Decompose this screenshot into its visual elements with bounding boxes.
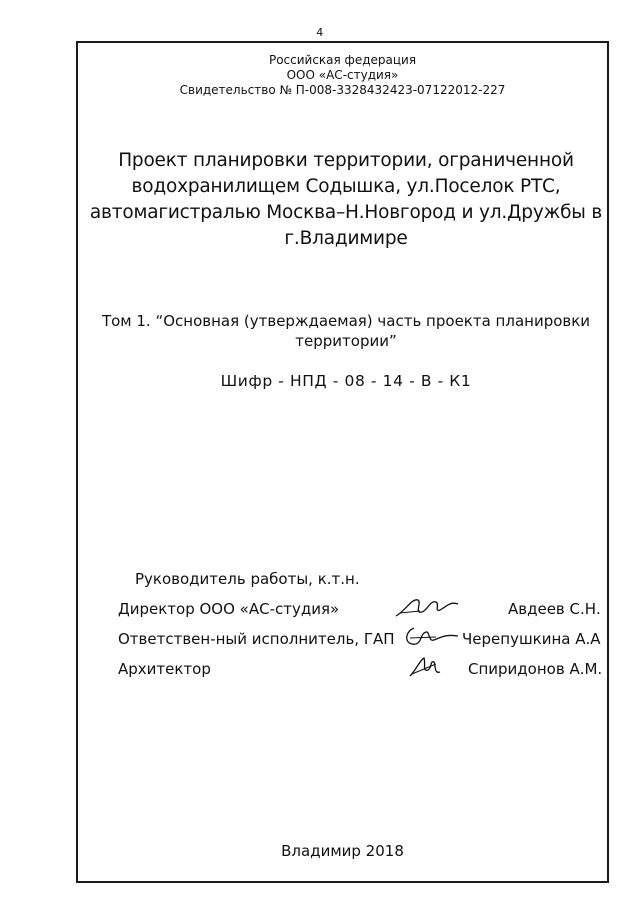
title-line: автомагистралью Москва–Н.Новгород и ул.Дружбы в xyxy=(89,202,603,223)
head-of-work-label: Руководитель работы, к.т.н. xyxy=(135,570,360,588)
architect-role: Архитектор xyxy=(118,660,211,678)
director-name: Авдеев С.Н. xyxy=(508,600,601,618)
header-country: Российская федерация xyxy=(268,53,417,67)
page-number: 4 xyxy=(316,26,324,39)
title-line: Проект планировки территории, ограниченной xyxy=(118,150,574,171)
architect-name: Спиридонов А.М. xyxy=(468,660,603,678)
document-cipher: Шифр - НПД - 08 - 14 - В - К1 xyxy=(220,372,472,390)
title-line: г.Владимире xyxy=(284,228,408,249)
footer-city-year: Владимир 2018 xyxy=(281,842,404,860)
architect-signature xyxy=(406,652,446,682)
document-header xyxy=(76,53,609,98)
director-signature xyxy=(392,592,464,622)
volume-line: Том 1. “Основная (утверждаемая) часть проекта планировки xyxy=(101,312,591,330)
volume-title xyxy=(86,311,606,351)
project-title xyxy=(86,148,606,252)
executor-signature xyxy=(400,622,462,652)
director-role: Директор ООО «АС-студия» xyxy=(118,600,340,618)
executor-role: Ответствен-ный исполнитель, ГАП xyxy=(118,630,395,648)
header-certificate: Свидетельство № П-008-3328432423-07122012-227 xyxy=(179,83,506,97)
executor-name: Черепушкина А.А xyxy=(462,630,601,648)
header-company: ООО «АС-студия» xyxy=(286,68,399,82)
volume-line: территории” xyxy=(295,332,397,350)
title-line: водохранилищем Содышка, ул.Поселок РТС, xyxy=(131,176,561,197)
